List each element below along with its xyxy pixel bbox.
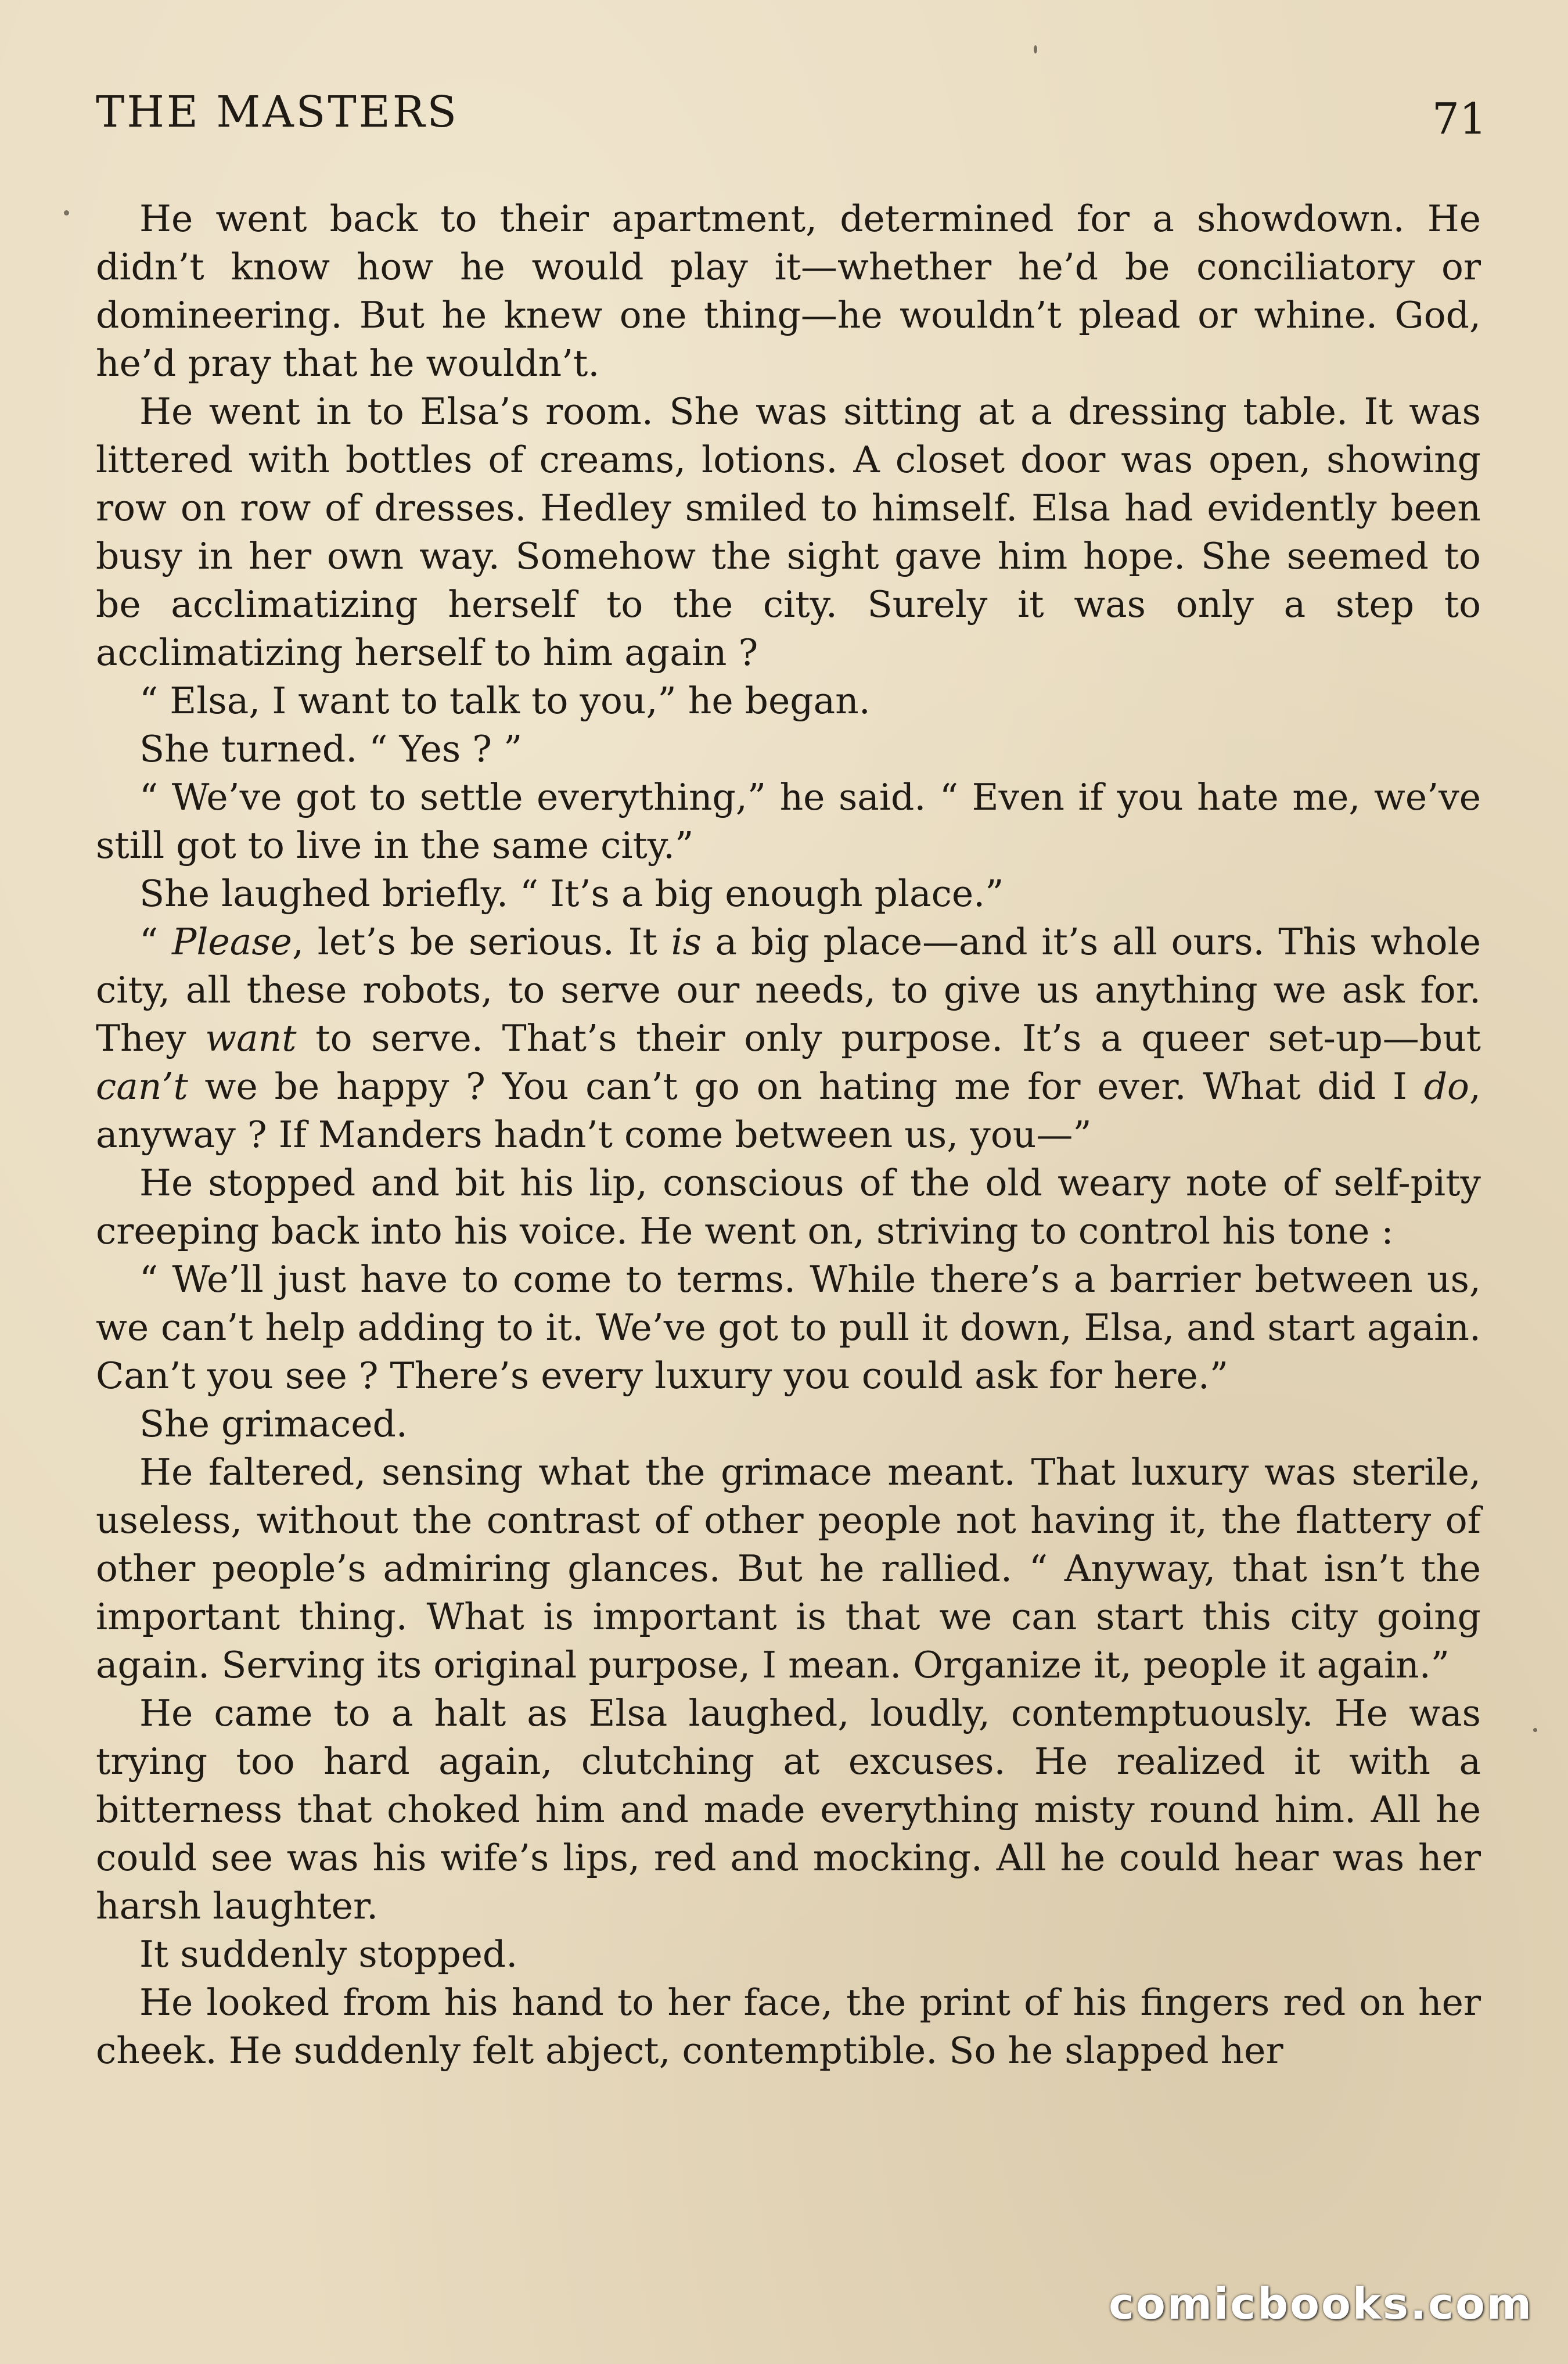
running-head: THE MASTERS xyxy=(96,87,459,137)
text-run: She turned. “ Yes ? ” xyxy=(139,728,523,770)
paragraph xyxy=(96,918,1481,1159)
text-run: She grimaced. xyxy=(139,1403,408,1445)
print-speck xyxy=(1034,45,1037,53)
print-speck xyxy=(1533,1728,1537,1732)
text-run: “ Elsa, I want to talk to you,” he began. xyxy=(139,680,871,722)
emphasis-text: is xyxy=(671,921,702,963)
watermark-logo: comicbooks.com xyxy=(1109,2279,1533,2329)
text-run: He looked from his hand to her face, the print of his fingers red on her cheek. He suddenly felt abject, contemptible. So he slapped her xyxy=(96,1981,1481,2072)
emphasis-text: Please xyxy=(171,921,292,963)
paragraph xyxy=(96,870,1481,918)
paragraph xyxy=(96,773,1481,870)
text-run: He went in to Elsa’s room. She was sitting at a dressing table. It was littered with bottles of creams, lotions. A closet door was open, showing row on row of dresses. Hedley smiled to himself. Elsa had evidently been busy in her own way. Somehow the sight gave him hope. She seemed to be acclimatizing herself to the city. Surely it was only a step to acclimatizing herself to him again ? xyxy=(96,390,1481,674)
text-run: He came to a halt as Elsa laughed, loudly, contemptuously. He was trying too hard again, clutching at excuses. He realized it with a bitterness that choked him and made everything misty round him. All he could see was his wife’s lips, red and mocking. All he could hear was her harsh laughter. xyxy=(96,1692,1481,1927)
text-run: , anyway ? If Manders hadn’t come between us, you—” xyxy=(96,1065,1481,1156)
paragraph xyxy=(96,1255,1481,1400)
paragraph xyxy=(96,677,1481,725)
text-run: He stopped and bit his lip, conscious of the old weary note of self-pity creeping back into his voice. He went on, striving to control his tone : xyxy=(96,1162,1481,1252)
emphasis-text: do xyxy=(1423,1065,1469,1108)
text-run: “ We’ve got to settle everything,” he said. “ Even if you hate me, we’ve still got to live in the same city.” xyxy=(96,776,1481,867)
paragraph xyxy=(96,1689,1481,1930)
paragraph xyxy=(96,725,1481,773)
paragraph xyxy=(96,195,1481,387)
emphasis-text: want xyxy=(205,1017,297,1059)
paragraph xyxy=(96,1448,1481,1689)
paragraph xyxy=(96,1400,1481,1448)
page-header xyxy=(96,87,1487,151)
page-number: 71 xyxy=(1432,94,1487,144)
emphasis-text: can’t xyxy=(96,1065,188,1108)
print-speck xyxy=(64,210,69,215)
paragraph xyxy=(96,1930,1481,1978)
body-text xyxy=(96,195,1481,2075)
text-run: to serve. That’s their only purpose. It’s a queer set-up—but xyxy=(296,1017,1481,1059)
text-run: It suddenly stopped. xyxy=(139,1933,518,1975)
text-run: we be happy ? You can’t go on hating me for ever. What did I xyxy=(188,1065,1424,1108)
paragraph xyxy=(96,1159,1481,1255)
text-run: “ xyxy=(139,921,172,963)
text-run: He went back to their apartment, determined for a showdown. He didn’t know how he would play it—whether he’d be conciliatory or domineering. But he knew one thing—he wouldn’t plead or whine. God, he’d pray that he wouldn’t. xyxy=(96,197,1481,385)
text-run: “ We’ll just have to come to terms. While there’s a barrier between us, we can’t help adding to it. We’ve got to pull it down, Elsa, and start again. Can’t you see ? There’s every luxury you could ask for here.” xyxy=(96,1258,1481,1397)
paragraph xyxy=(96,1978,1481,2075)
text-run: a big place—and it’s all ours. This whole city, all these robots, to serve our needs, to give us anything we ask for. They xyxy=(96,921,1481,1059)
paragraph xyxy=(96,387,1481,677)
text-run: She laughed briefly. “ It’s a big enough place.” xyxy=(139,872,1004,915)
text-run: , let’s be serious. It xyxy=(292,921,671,963)
text-run: He faltered, sensing what the grimace meant. That luxury was sterile, useless, without the contrast of other people not having it, the flattery of other people’s admiring glances. But he rallied. “ Anyway, that isn’t the important thing. What is important is that we can start this city going again. Serving its original purpose, I mean. Organize it, people it again.” xyxy=(96,1451,1481,1686)
